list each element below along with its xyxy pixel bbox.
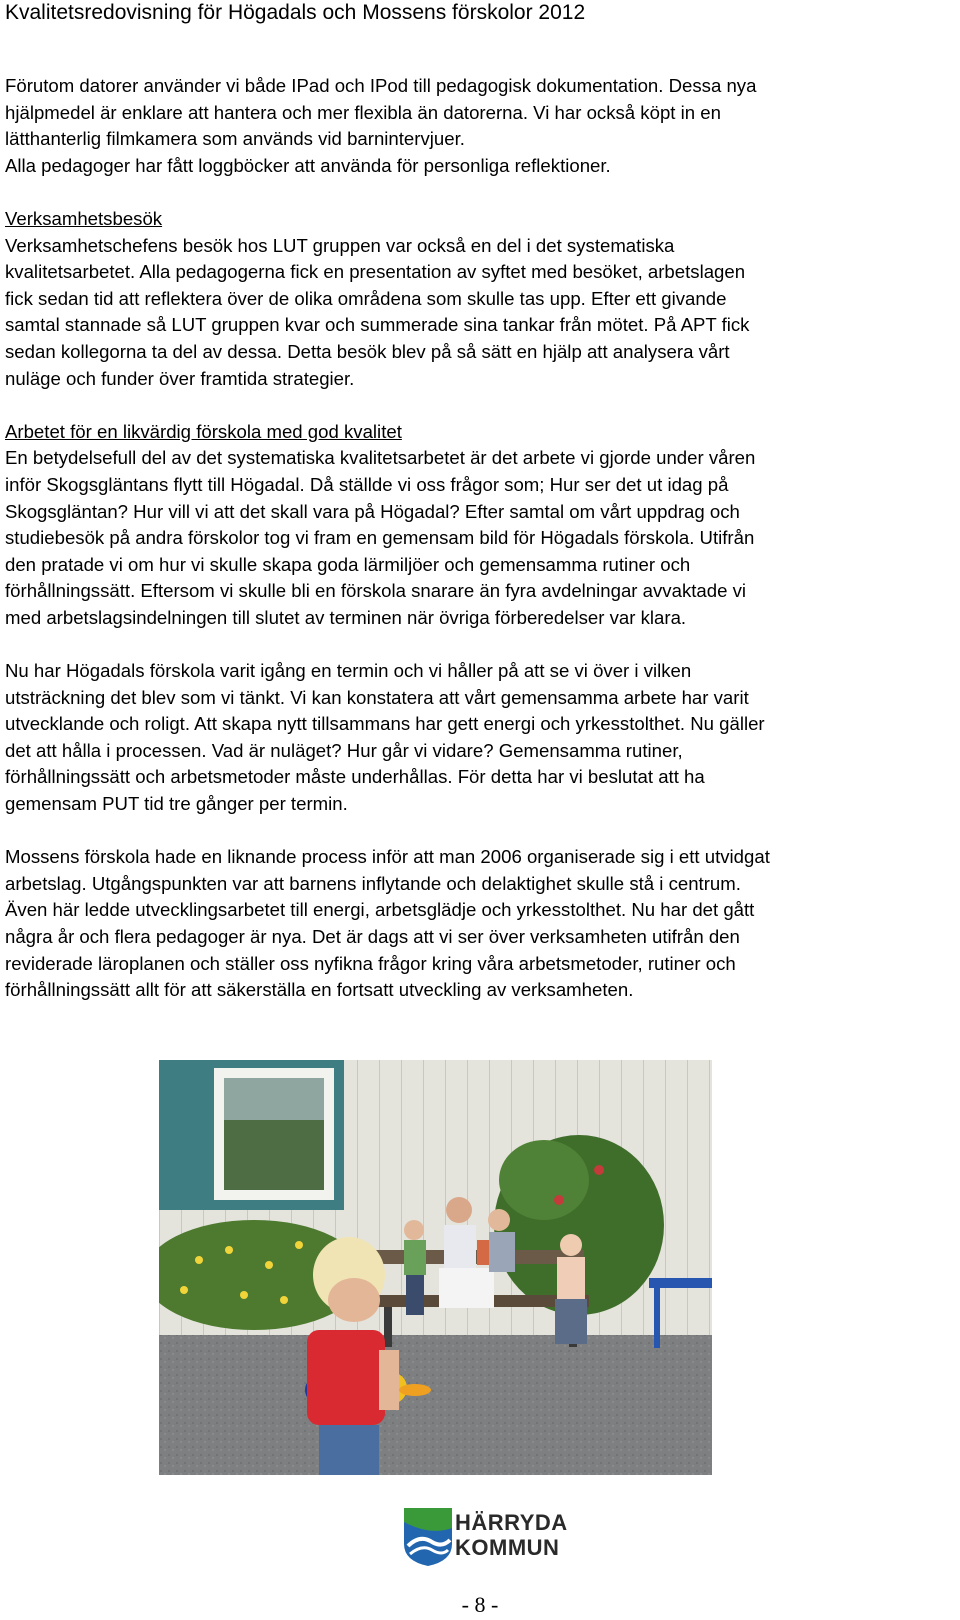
text-line: nuläge och funder över framtida strategier. <box>5 367 355 389</box>
text-line: Alla pedagoger har fått loggböcker att använda för personliga reflektioner. <box>5 154 611 176</box>
text-line: kvalitetsarbetet. Alla pedagogerna fick en presentation av syftet med besöket, arbetslagen <box>5 261 746 283</box>
text-line: sedan kollegorna ta del av dessa. Detta besök blev på så sätt en hjälp att analysera vårt <box>5 340 730 362</box>
text-line: Mossens förskola hade en liknande process inför att man 2006 organiserade sig i ett utvidgat <box>5 846 770 868</box>
logo-text-line: KOMMUN <box>455 1535 560 1560</box>
text-line: det att hålla i processen. Vad är nuläget? Hur går vi vidare? Gemensamma rutiner, <box>5 739 683 761</box>
section-heading: Verksamhetsbesök <box>5 207 163 229</box>
text-line: förhållningssätt. Eftersom vi skulle bli en förskola snarare än fyra avdelningar avvaktade vi <box>5 580 747 602</box>
text-line: Nu har Högadals förskola varit igång en termin och vi håller på att se vi över i vilken <box>5 660 692 682</box>
document-body <box>5 73 960 1030</box>
text-line: Skogsgläntan? Hur vill vi att det skall vara på Högadal? Efter samtal om vårt uppdrag och <box>5 500 740 522</box>
outdoor-preschool-photo <box>159 1060 712 1475</box>
text-line: Även här ledde utvecklingsarbetet till energi, arbetsglädje och yrkesstolthet. Nu har det gått <box>5 899 755 921</box>
text-line: studiebesök på andra förskolor tog vi fram en gemensam bild för Högadals förskola. Utifrån <box>5 527 755 549</box>
text-line: lätthanterlig filmkamera som används vid barnintervjuer. <box>5 128 465 150</box>
text-line: Förutom datorer använder vi både IPad och IPod till pedagogisk dokumentation. Dessa nya <box>5 75 757 96</box>
text-line: gemensam PUT tid tre gånger per termin. <box>5 793 348 815</box>
text-line: den pratade vi om hur vi skulle skapa goda lärmiljöer och gemensamma rutiner och <box>5 553 691 575</box>
section-verksamhetsbesok <box>5 206 960 392</box>
text-line: utsträckning det blev som vi tänkt. Vi kan konstatera att vårt gemensamma arbete har varit <box>5 686 749 708</box>
text-line: reviderade läroplanen och ställer oss nyfikna frågor kring våra arbetsmetoder, rutiner och <box>5 952 736 974</box>
text-line: hjälpmedel är enklare att hantera och mer flexibla än datorerna. Vi har också köpt in en <box>5 101 721 123</box>
text-line: utvecklande och roligt. Att skapa nytt tillsammans har gett energi och yrkesstolthet. Nu gäller <box>5 713 765 735</box>
paragraph-hogadal <box>5 658 960 818</box>
text-line: fick sedan tid att reflektera över de olika områdena som skulle tas upp. Efter ett givande <box>5 287 727 309</box>
text-line: inför Skogsgläntans flytt till Högadal. Då ställde vi oss frågor som; Hur ser det ut idag på <box>5 473 729 495</box>
text-line: Verksamhetschefens besök hos LUT gruppen var också en del i det systematiska <box>5 234 675 256</box>
text-line: arbetslag. Utgångspunkten var att barnens inflytande och delaktighet skulle stå i centrum. <box>5 872 741 894</box>
page-number: - 8 - <box>461 1592 499 1617</box>
text-line: några år och flera pedagoger är nya. Det är dags att vi ser över verksamheten utifrån den <box>5 926 740 947</box>
paragraph-mossen <box>5 844 960 1004</box>
section-likvardig-forskola <box>5 419 960 632</box>
photo-illustration <box>159 1060 712 1475</box>
document-header: Kvalitetsredovisning för Högadals och Mossens förskolor 2012 <box>5 1 586 24</box>
logo-text <box>455 1510 568 1560</box>
logo-text-line: HÄRRYDA <box>455 1510 568 1535</box>
text-line: med arbetslagsindelningen till slutet av terminen när övriga förberedelser var klara. <box>5 606 687 628</box>
text-line: samtal stannade så LUT gruppen kvar och summerade sina tankar från mötet. På APT fick <box>5 314 750 336</box>
text-line: En betydelsefull del av det systematiska kvalitetsarbetet är det arbete vi gjorde under våren <box>5 447 756 469</box>
section-heading: Arbetet för en likvärdig förskola med god kvalitet <box>5 420 402 442</box>
text-line: förhållningssätt allt för att säkerställa en fortsatt utveckling av verksamheten. <box>5 979 634 1001</box>
paragraph-intro <box>5 73 960 179</box>
text-line: förhållningssätt och arbetsmetoder måste underhållas. För detta har vi beslutat att ha <box>5 766 705 788</box>
